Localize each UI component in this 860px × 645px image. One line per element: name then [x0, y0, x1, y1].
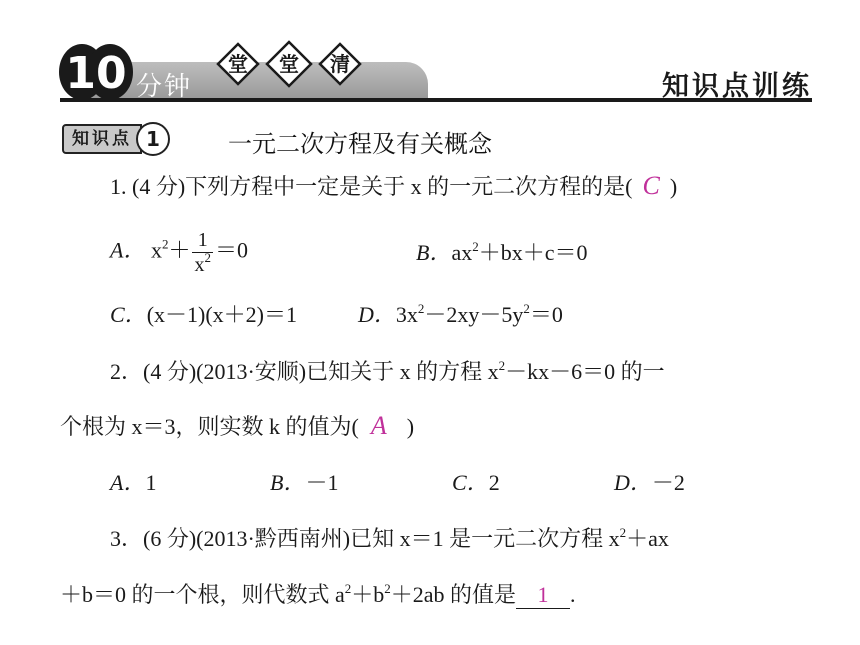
brand-title: 知识点训练 — [662, 71, 812, 102]
q1-option-a — [110, 230, 248, 275]
q1-option-c — [110, 298, 297, 329]
q2-d-label: D． — [614, 470, 652, 495]
q3-stem-start: 3．(6 分)(2013·黔西南州)已知 x＝1 是一元二次方程 x — [110, 526, 620, 551]
q2-stem-end: －kx－6＝0 的一 — [505, 359, 665, 384]
q1-d-label: D． — [358, 302, 396, 327]
badge-number: 10 — [65, 48, 127, 99]
q2-stem-start: 2．(4 分)(2013·安顺)已知关于 x 的方程 x — [110, 359, 499, 384]
q3-period: . — [570, 582, 576, 607]
q1-a-text: x — [150, 237, 162, 263]
section-tag-number: 1 — [136, 122, 170, 156]
q1-a-rhs: ＝0 — [214, 237, 248, 263]
fraction-numerator: 1 — [197, 229, 208, 251]
q3-sup: 2 — [619, 525, 627, 540]
q2-c-value: 2 — [488, 470, 500, 495]
q2-b-value: －1 — [305, 470, 339, 495]
q2-option-c — [452, 466, 500, 497]
q3-answer-blank — [516, 582, 570, 609]
q2-c-label: C． — [452, 470, 489, 495]
section-tag — [62, 124, 170, 154]
q1-d-text: 3x — [395, 302, 418, 327]
q3-answer: 1 — [537, 582, 549, 607]
q2-option-b — [270, 466, 338, 497]
q1-option-b — [416, 236, 587, 267]
number-badge — [58, 42, 134, 102]
q2-option-a — [110, 466, 156, 497]
fraction-den-text: x — [194, 254, 205, 276]
q1-stem: 1. (4 分)下列方程中一定是关于 x 的一元二次方程的是( — [110, 174, 633, 199]
q1-a-sup: 2 — [161, 236, 169, 252]
seal-char-1: 堂 — [228, 52, 248, 76]
q1-stem-line — [110, 170, 677, 201]
q1-answer: C — [642, 171, 660, 200]
q1-b-text: ax — [451, 240, 473, 265]
q3-term-b: ＋b — [351, 582, 385, 607]
q2-line-1 — [110, 355, 665, 386]
q1-b-label: B． — [416, 240, 452, 265]
q2-a-value: 1 — [145, 470, 157, 495]
q1-d-end: ＝0 — [529, 302, 563, 327]
q1-option-d — [358, 298, 563, 329]
q1-d-mid: －2xy－5y — [424, 302, 524, 327]
q1-b-sup: 2 — [472, 239, 479, 254]
q3-line-2 — [60, 578, 576, 609]
q3-stem-tail: ＋2ab 的值是 — [390, 582, 517, 607]
q3-stem-cont: ＋b＝0 的一个根，则代数式 a — [60, 582, 345, 607]
seal-char-3: 清 — [330, 52, 350, 76]
q2-answer: A — [370, 411, 387, 440]
q1-a-label: A． — [110, 237, 146, 263]
q3-sup-b: 2 — [384, 581, 391, 596]
q2-sup: 2 — [498, 358, 506, 373]
q1-a-plus: ＋ — [168, 237, 191, 263]
q1-close: ) — [669, 174, 678, 199]
q2-d-value: －2 — [651, 470, 685, 495]
q2-a-label: A． — [110, 470, 146, 495]
q2-line-2 — [60, 410, 414, 441]
q1-c-text: (x－1)(x＋2)＝1 — [146, 302, 297, 327]
q3-line-1 — [110, 522, 669, 553]
q2-b-label: B． — [270, 470, 306, 495]
q2-close: ) — [406, 414, 415, 439]
section-title: 一元二次方程及有关概念 — [228, 130, 492, 158]
q1-a-fraction — [192, 230, 213, 275]
q2-option-d — [614, 466, 685, 497]
q3-sup-a: 2 — [344, 581, 352, 596]
section-tag-label: 知识点 — [62, 124, 142, 154]
q1-d-sup-1: 2 — [417, 301, 425, 316]
banner-label: 分钟 — [136, 72, 193, 102]
seal-emblem — [214, 40, 364, 88]
q1-b-rest: ＋bx＋c＝0 — [478, 240, 588, 265]
q2-stem-cont: 个根为 x＝3，则实数 k 的值为( — [60, 414, 359, 439]
fraction-denominator — [192, 252, 213, 275]
q3-stem-end: ＋ax — [626, 526, 669, 551]
q1-d-sup-2: 2 — [523, 301, 530, 316]
q1-c-label: C． — [110, 302, 147, 327]
seal-char-2: 堂 — [279, 52, 299, 76]
fraction-den-sup: 2 — [204, 250, 211, 265]
